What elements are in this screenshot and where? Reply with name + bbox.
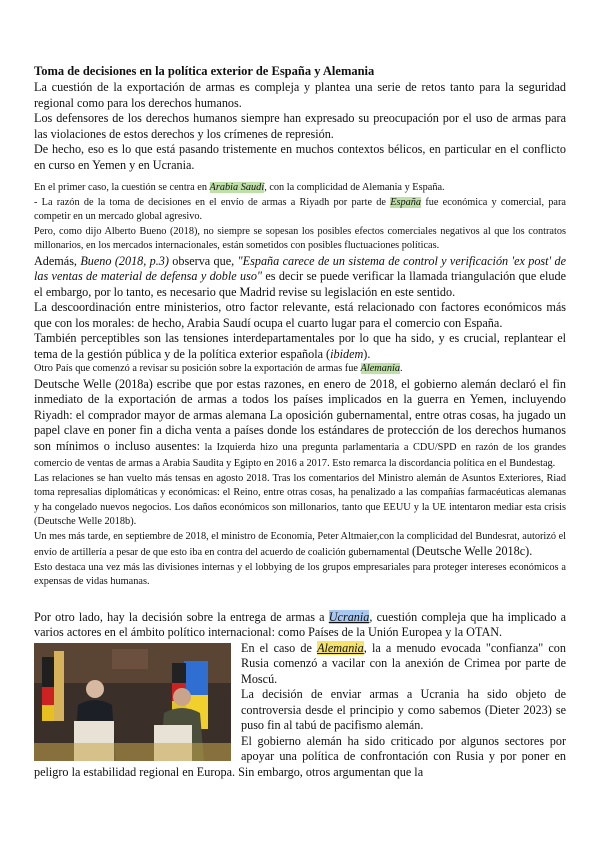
decision-paragraph: La decisión de enviar armas a Ucrania ha sido objeto de controversia desde el principio y como sabemos (Dieter 2023) se puso fin al tabú de pacifismo alemán. bbox=[241, 687, 566, 732]
highlight-espana: España bbox=[390, 196, 422, 208]
descoordinacion-paragraph: La descoordinación entre ministerios, otro factor relevante, está relacionado con factores económicos más que con los morales: de hecho, Arabia Saudí ocupa el cuarto lugar para el comercio con España. bbox=[34, 300, 566, 330]
intro-paragraph-1: La cuestión de la exportación de armas es compleja y plantea una serie de retos tanto para la seguridad regional como para los derechos humanos. bbox=[34, 80, 566, 110]
highlight-alemania-2: Alemania bbox=[317, 640, 364, 655]
otro-pais-paragraph: Otro País que comenzó a revisar su posición sobre la exportación de armas fue Alemania. bbox=[34, 363, 403, 374]
quote: "España carece de un sistema de control y verificación 'ex post' de las ventas de material de defensa y doble uso" bbox=[34, 253, 567, 283]
gobierno-paragraph: El gobierno alemán ha sido criticado por algunos sectores por apoyar una política de confrontación con Rusia y por poner en peligro la estabilidad regional en Europa. Sin embargo, otros argumentan que la bbox=[34, 733, 566, 779]
highlight-alemania: Alemania bbox=[360, 363, 401, 374]
intro-paragraph-3: De hecho, eso es lo que está pasando tristemente en muchos contextos bélicos, en particular en el conflicto en curso en Yemen y en Ucrania. bbox=[34, 142, 566, 172]
otro-lado-paragraph: Por otro lado, hay la decisión sobre la entrega de armas a Ucrania, cuestión compleja que ha implicado a varios actores en el ámbito político internacional: como Países de la Unión Europea y la OTAN. bbox=[34, 609, 566, 639]
highlight-arabia-saudi: Arabia Saudí bbox=[209, 182, 265, 193]
ademas-paragraph: Además, Bueno (2018, p.3) observa que, "España carece de un sistema de control y verificación 'ex post' de las ventas de material de defensa y doble uso" es decir se puede verificar la llamada triangulación que elude el embargo, por lo tanto, es necesario que Madrid revise su legislación en este sentido. bbox=[34, 253, 567, 299]
intro-paragraph-2: Los defensores de los derechos humanos siempre han expresado su preocupación por el uso de armas para las violaciones de estos derechos y los crímenes de represión. bbox=[34, 111, 566, 141]
document-title: Toma de decisiones en la política exterior de España y Alemania bbox=[34, 64, 375, 78]
un-mes-paragraph: Un mes más tarde, en septiembre de 2018, el ministro de Economía, Peter Altmaier,con la complicidad del Bundesrat, autorizó el envío de artillería a pesar de que esto iba en contra del acuerdo de coalición gubernamental (Deutsche Welle 2018c). bbox=[34, 530, 567, 558]
tensiones-paragraph: También perceptibles son las tensiones interdepartamentales por lo que ha sido, y es crucial, replantear el tema de la gestión pública y de la política exterior española (ibidem). bbox=[34, 331, 566, 361]
highlight-ucrania: Ucrania bbox=[328, 609, 370, 624]
reason-paragraph: - La razón de la toma de decisiones en el envío de armas a Riyadh por parte de España fue económica y comercial, para competir en un mercado global agresivo. bbox=[34, 196, 566, 222]
bueno-paragraph: Pero, como dijo Alberto Bueno (2018), no siempre se sopesan los posibles efectos comerciales negativos al que los contratos millonarios, en los mercados internacionales, están sometidos con posibles fluctuaciones políticas. bbox=[34, 225, 566, 251]
deutsche-welle-paragraph: Deutsche Welle (2018a) escribe que por estas razones, en enero de 2018, el gobierno alemán declaró el fin inmediato de la exportación de armas a todos los países implicados en la guerra en Yemen, incluyendo Riyadh: el comprador mayor de armas alemana La oposición gubernamental, entre otras cosas, ha jugado un papel clave en poner fin a dicha venta a países donde los estándares de protección de los derechos humanos son mínimos o incluso ausentes: la Izquierda hizo una pregunta parlamentaria a CDU/SPD en razón de los grandes comercio de ventas de armas a Arabia Saudita y Egipto en 2016 a 2017. Esto remarca la discordancia política en el Bundestag. bbox=[34, 376, 566, 469]
press-conference-photo bbox=[34, 643, 231, 761]
document-page bbox=[34, 64, 566, 780]
relaciones-paragraph: Las relaciones se han vuelto más tensas en agosto 2018. Tras los comentarios del Ministro alemán de Asuntos Exteriores, Riad toma represalias diplomáticas y económicas: el Reino, entre otras cosas, ha penalizado a las compañías farmacéuticas alemanas y ha congelado nuevos negocios. Los daños económicos son millonarios, tanto que EEUU y la UE intentaron mediar esta crisis (Deutsche Welle 2018b). bbox=[34, 472, 566, 527]
caso-alemania-paragraph: En el caso de Alemania, la a menudo evocada "confianza" con Rusia comenzó a vacilar con la anexión de Crimea por parte de Moscú. bbox=[241, 640, 566, 686]
first-case-paragraph: En el primer caso, la cuestión se centra en Arabia Saudí, con la complicidad de Alemania y España. bbox=[34, 182, 445, 193]
esto-destaca-paragraph: Esto destaca una vez más las divisiones internas y el lobbying de los grupos empresariales para proteger intereses económicos a expensas de vidas humanas. bbox=[34, 561, 566, 587]
